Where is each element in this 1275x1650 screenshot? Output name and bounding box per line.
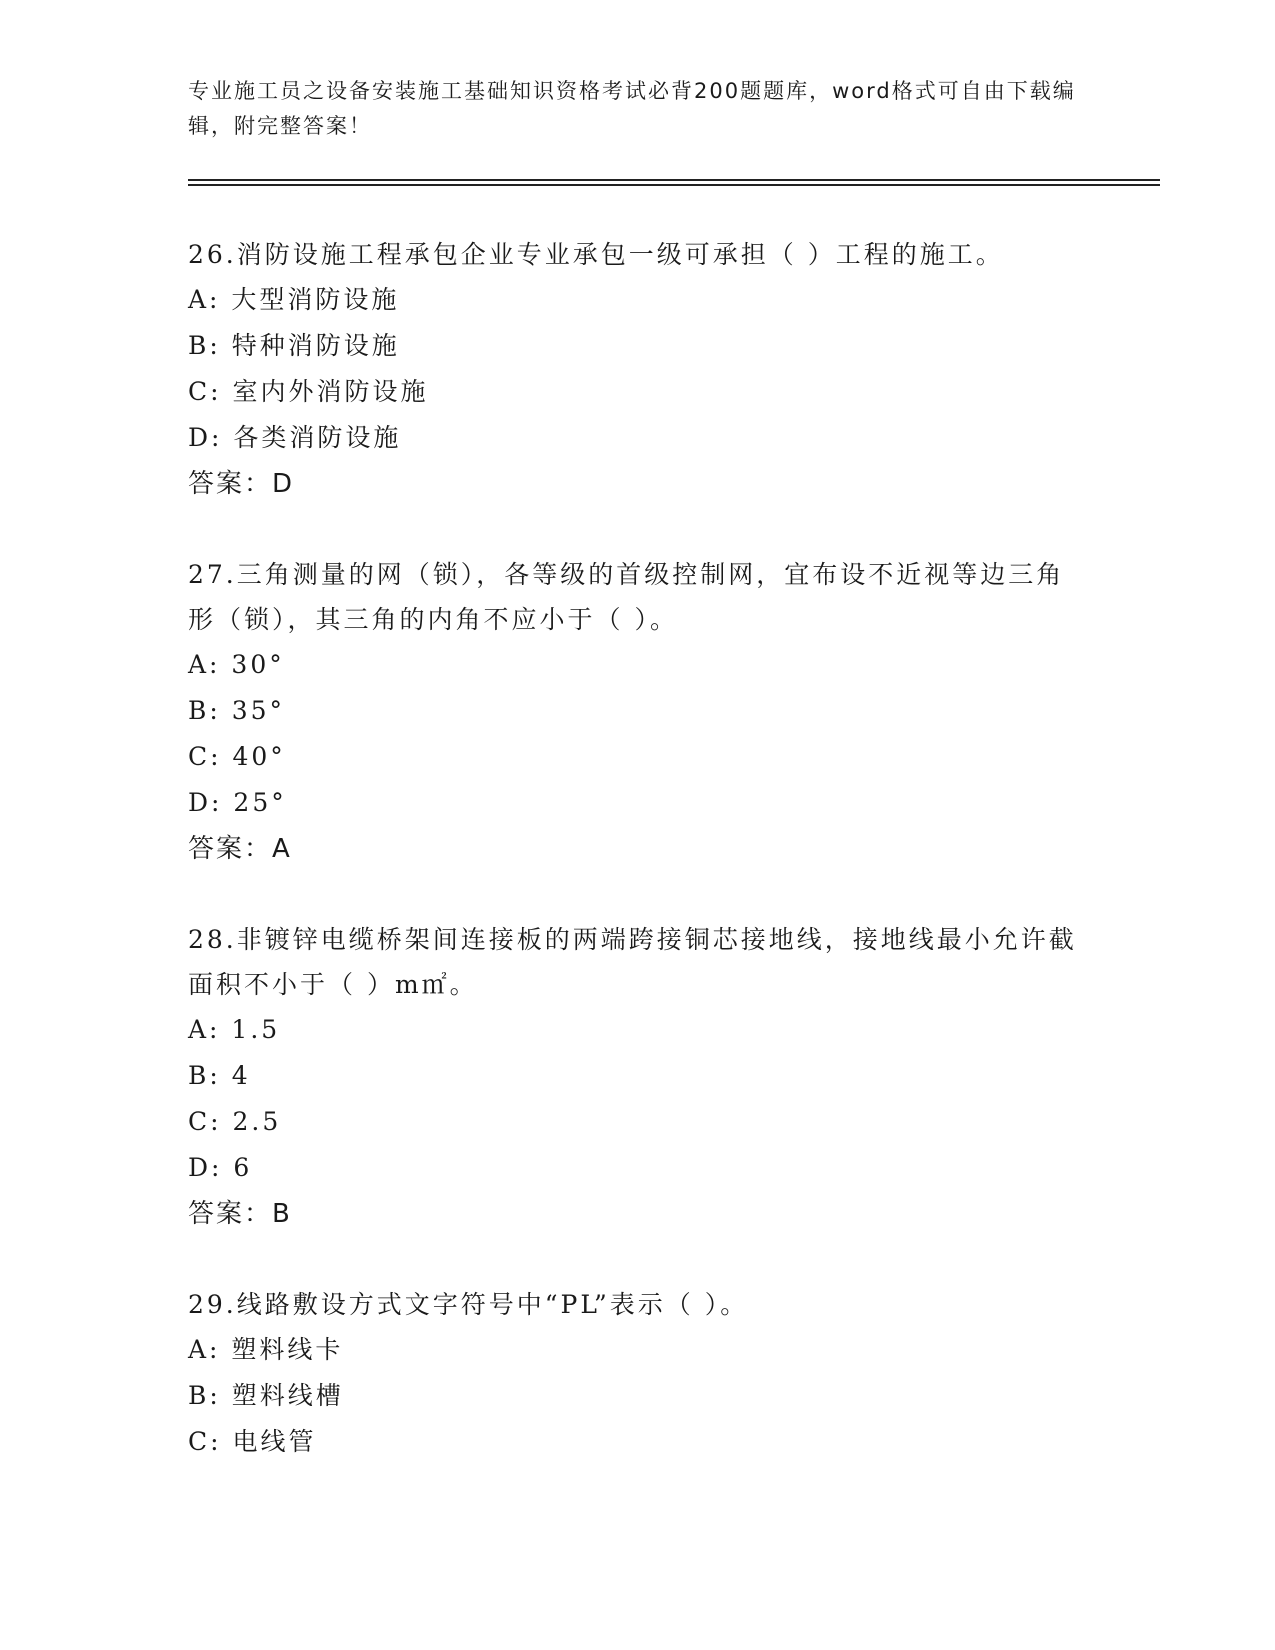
- document-header: 专业施工员之设备安装施工基础知识资格考试必背200题题库，word格式可自由下载编辑，附完整答案！: [188, 79, 1076, 138]
- option-a: A: 1.5: [188, 1015, 281, 1044]
- answer-line: 答案：B: [188, 1199, 292, 1229]
- option-d: D: 6: [188, 1153, 253, 1182]
- option-c: C: 室内外消防设施: [188, 377, 429, 406]
- option-c: C: 2.5: [188, 1107, 282, 1136]
- option-a: A: 塑料线卡: [188, 1335, 344, 1364]
- option-b: B: 35°: [188, 696, 286, 725]
- option-b: B: 塑料线槽: [188, 1381, 344, 1410]
- question-26: [188, 232, 1088, 507]
- answer-line: 答案：D: [188, 469, 295, 499]
- question-stem: 28.非镀锌电缆桥架间连接板的两端跨接铜芯接地线，接地线最小允许截面积不小于（ ）m㎡。: [188, 925, 1077, 999]
- question-29: [188, 1282, 1088, 1465]
- question-stem: 27.三角测量的网（锁），各等级的首级控制网，宜布设不近视等边三角形（锁），其三角的内角不应小于（ ）。: [188, 560, 1065, 634]
- option-a: A: 大型消防设施: [188, 285, 400, 314]
- header-divider-secondary: [188, 184, 1160, 186]
- option-c: C: 40°: [188, 742, 286, 771]
- option-b: B: 特种消防设施: [188, 331, 400, 360]
- question-28: [188, 917, 1088, 1237]
- answer-line: 答案：A: [188, 834, 292, 864]
- question-list: [188, 232, 1088, 1510]
- option-d: D: 25°: [188, 788, 287, 817]
- option-a: A: 30°: [188, 650, 285, 679]
- question-27: [188, 552, 1088, 872]
- option-b: B: 4: [188, 1061, 251, 1090]
- question-stem: 26.消防设施工程承包企业专业承包一级可承担（ ）工程的施工。: [188, 240, 1004, 269]
- option-c: C: 电线管: [188, 1427, 317, 1456]
- question-stem: 29.线路敷设方式文字符号中“PL”表示（ ）。: [188, 1290, 749, 1319]
- header-divider: [188, 179, 1160, 181]
- option-d: D: 各类消防设施: [188, 423, 402, 452]
